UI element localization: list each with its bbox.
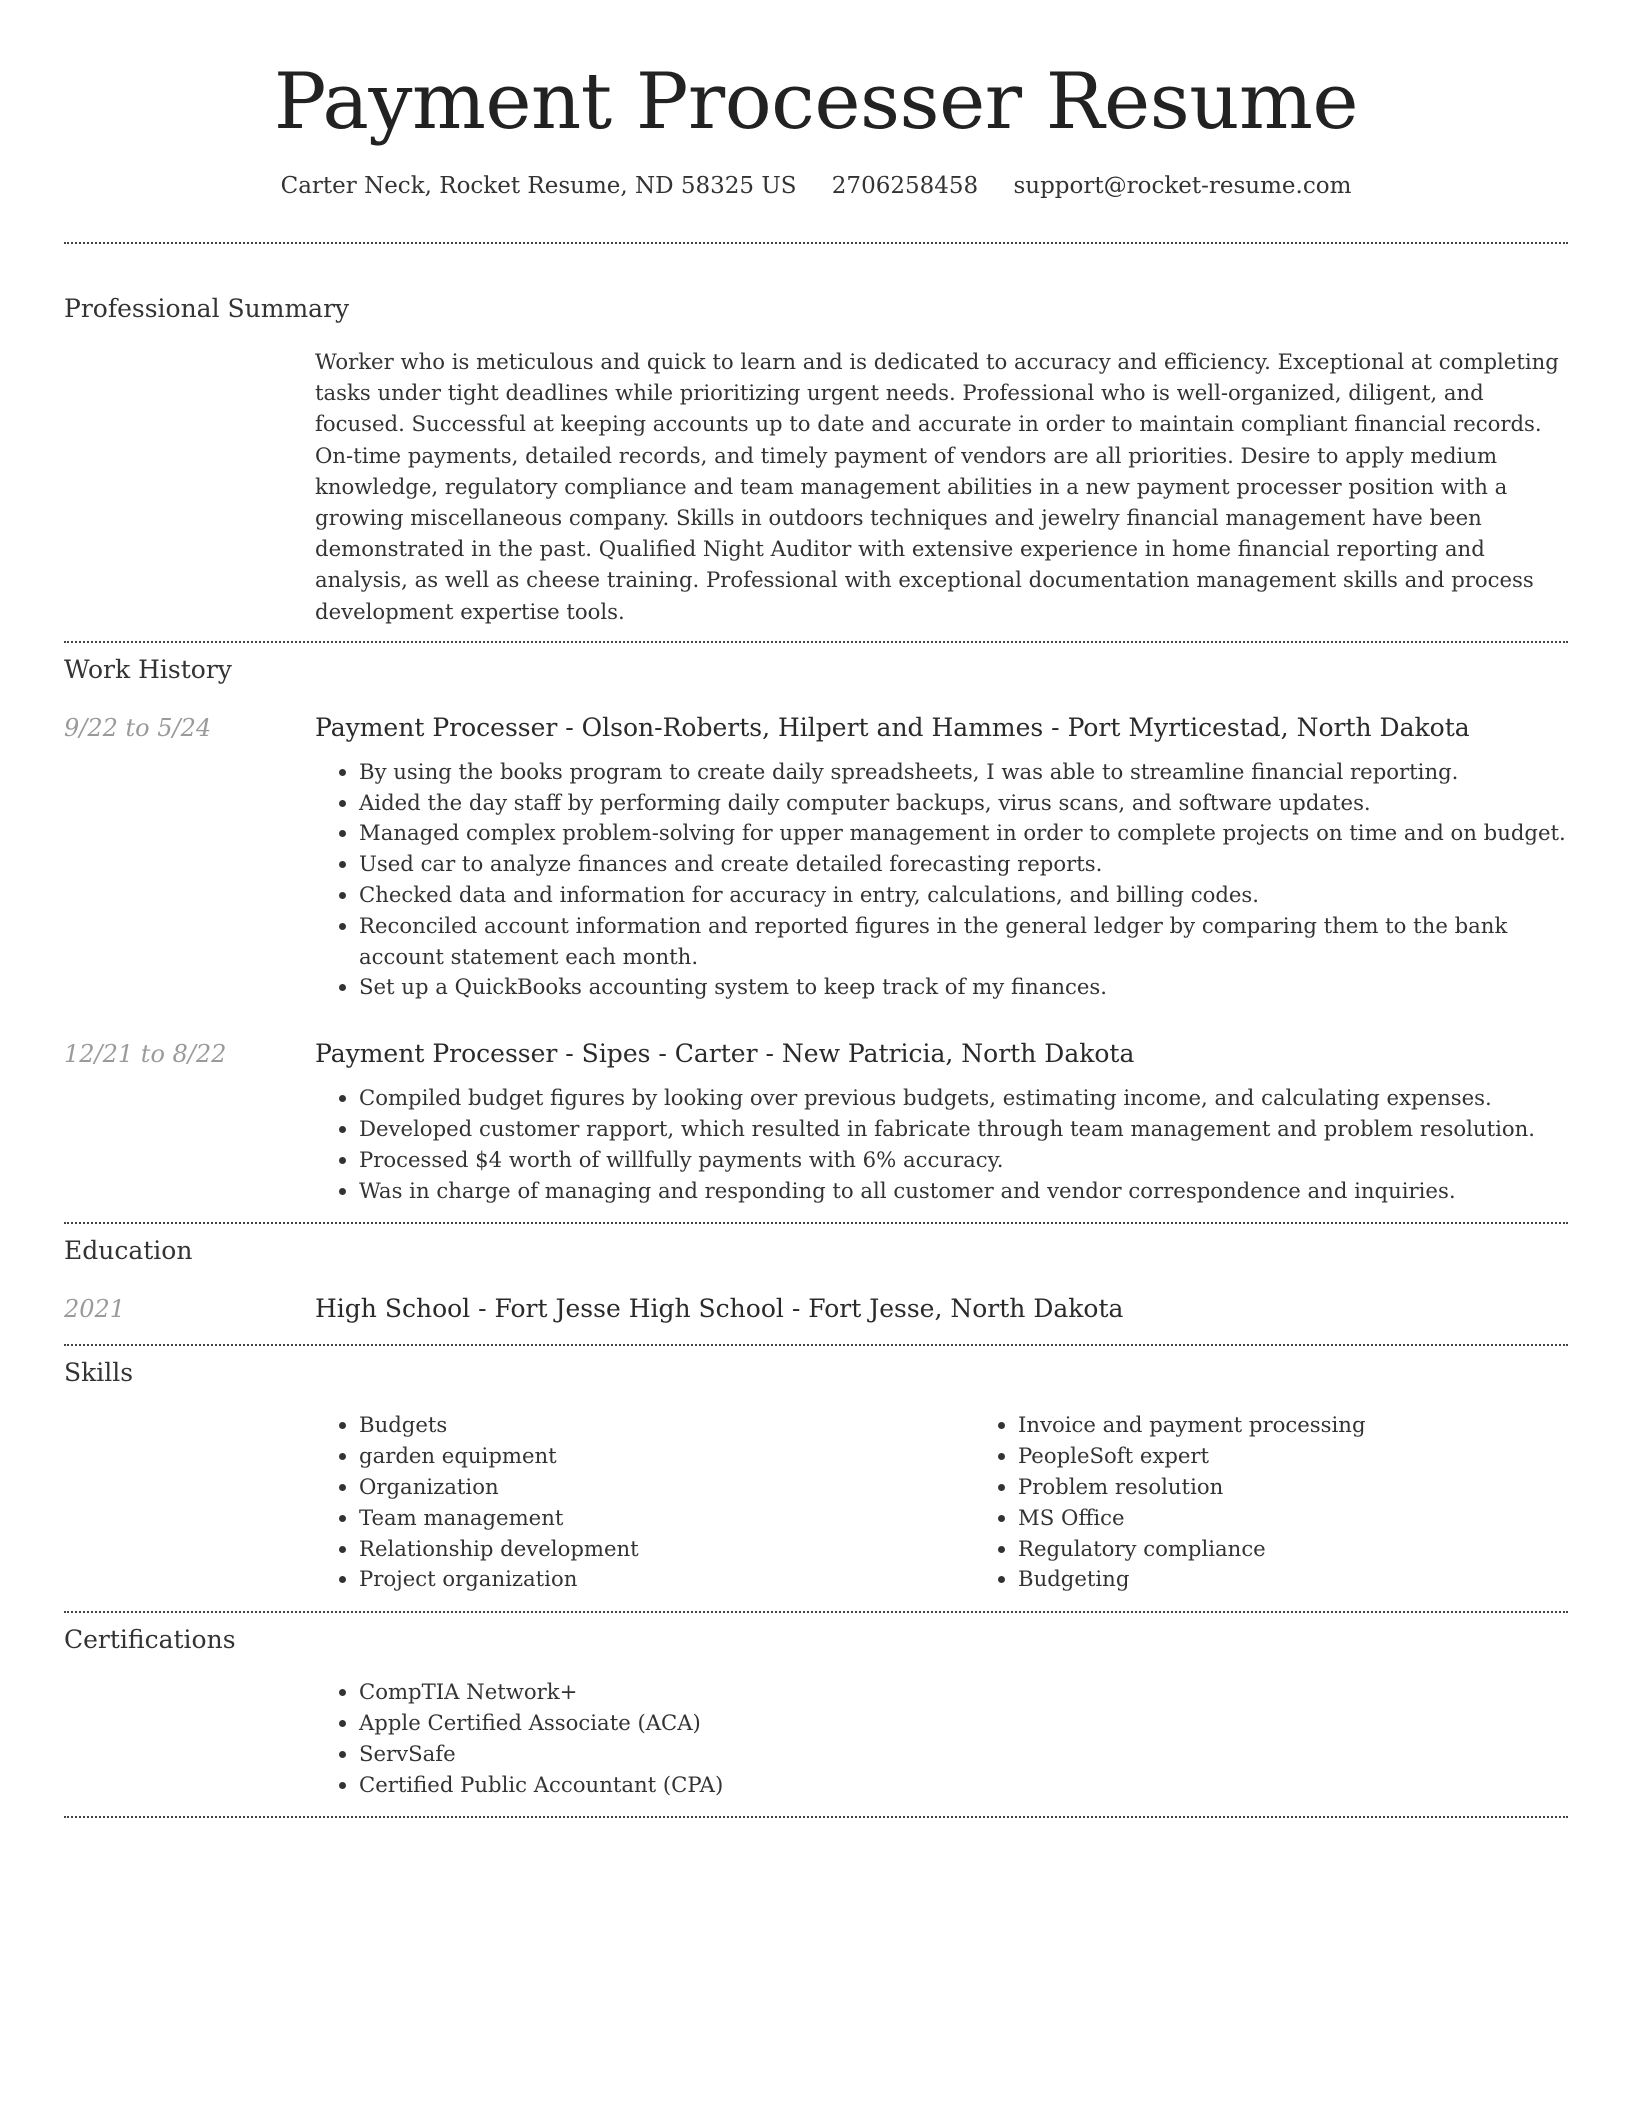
divider xyxy=(64,1222,1568,1224)
contact-email: support@rocket-resume.com xyxy=(1013,173,1352,199)
certifications-section xyxy=(64,1623,1568,1800)
list-item: • Processed $4 worth of willfully payments with 6% accuracy. xyxy=(359,1145,1568,1176)
contact-phone: 2706258458 xyxy=(831,173,979,199)
skills-list-left xyxy=(315,1410,974,1595)
job-dates: 12/21 to 8/22 xyxy=(64,1040,227,1069)
list-item: • ServSafe xyxy=(359,1739,1568,1770)
contact-address: Carter Neck, Rocket Resume, ND 58325 US xyxy=(280,173,797,199)
list-item: • garden equipment xyxy=(359,1441,974,1472)
section-heading-education: Education xyxy=(64,1236,193,1266)
list-item: • Aided the day staff by performing daily computer backups, virus scans, and software updates. xyxy=(359,788,1568,819)
list-item: • Organization xyxy=(359,1472,974,1503)
resume-title: Payment Processer Resume xyxy=(273,57,1359,147)
work-history-section xyxy=(64,653,1568,1207)
list-item: • Invoice and payment processing xyxy=(1018,1410,1632,1441)
list-item: • Problem resolution xyxy=(1018,1472,1632,1503)
list-item: • Team management xyxy=(359,1503,974,1534)
divider xyxy=(64,1344,1568,1346)
divider xyxy=(64,1611,1568,1613)
job-entry xyxy=(64,1037,1568,1206)
list-item: • Managed complex problem-solving for upper management in order to complete projects on time and on budget. xyxy=(359,818,1568,849)
divider xyxy=(64,641,1568,643)
education-title: High School - Fort Jesse High School - Fort Jesse, North Dakota xyxy=(315,1294,1124,1324)
job-title: Payment Processer - Olson-Roberts, Hilpert and Hammes - Port Myrticestad, North Dakota xyxy=(315,712,1470,742)
list-item: • Set up a QuickBooks accounting system to keep track of my finances. xyxy=(359,972,1568,1003)
section-heading-skills: Skills xyxy=(64,1358,134,1388)
list-item: • Checked data and information for accuracy in entry, calculations, and billing codes. xyxy=(359,880,1568,911)
list-item: • CompTIA Network+ xyxy=(359,1677,1568,1708)
divider xyxy=(64,242,1568,244)
list-item: • PeopleSoft expert xyxy=(1018,1441,1632,1472)
list-item: • Relationship development xyxy=(359,1534,974,1565)
list-item: • Was in charge of managing and responding to all customer and vendor correspondence and inquiries. xyxy=(359,1176,1568,1207)
summary-text: Worker who is meticulous and quick to learn and is dedicated to accuracy and efficiency. Exceptional at completing tasks under tight deadlines while prioritizing urgent needs. Professional who is well-organized, diligent, and focused. Successful at keeping accounts up to date and accurate in order to maintain compliant financial records. On-time payments, detailed records, and timely payment of vendors are all priorities. Desire to apply medium knowledge, regulatory compliance and team management abilities in a new payment processer position with a growing miscellaneous company. Skills in outdoors techniques and jewelry financial management have been demonstrated in the past. Qualified Night Auditor with extensive experience in home financial reporting and analysis, as well as cheese training. Professional with exceptional documentation management skills and process development expertise tools. xyxy=(315,349,1559,624)
list-item: • Regulatory compliance xyxy=(1018,1534,1632,1565)
list-item: • By using the books program to create daily spreadsheets, I was able to streamline financial reporting. xyxy=(359,757,1568,788)
section-heading-summary: Professional Summary xyxy=(64,294,350,323)
list-item: • Used car to analyze finances and create detailed forecasting reports. xyxy=(359,849,1568,880)
skills-list-right xyxy=(974,1410,1632,1595)
list-item: • Certified Public Accountant (CPA) xyxy=(359,1770,1568,1801)
list-item: • Budgeting xyxy=(1018,1564,1632,1595)
divider xyxy=(64,1816,1568,1818)
list-item: • Apple Certified Associate (ACA) xyxy=(359,1708,1568,1739)
skills-section xyxy=(64,1356,1568,1595)
skills-grid xyxy=(315,1410,1568,1595)
list-item: • Compiled budget figures by looking over previous budgets, estimating income, and calculating expenses. xyxy=(359,1083,1568,1114)
education-entry xyxy=(64,1292,1568,1326)
section-heading-certifications: Certifications xyxy=(64,1625,236,1655)
list-item: • Reconciled account information and reported figures in the general ledger by comparing them to the bank account statement each month. xyxy=(359,911,1568,973)
job-bullets xyxy=(315,1083,1568,1206)
education-section xyxy=(64,1234,1568,1326)
list-item: • Budgets xyxy=(359,1410,974,1441)
job-dates: 9/22 to 5/24 xyxy=(64,713,212,742)
job-title: Payment Processer - Sipes - Carter - New Patricia, North Dakota xyxy=(315,1039,1135,1069)
section-heading-work-history: Work History xyxy=(64,654,232,684)
resume-page xyxy=(64,0,1568,1818)
summary-section xyxy=(64,292,1568,627)
contact-line xyxy=(64,170,1568,202)
certifications-list xyxy=(315,1677,1568,1800)
education-year: 2021 xyxy=(64,1295,126,1324)
job-bullets xyxy=(315,757,1568,1003)
list-item: • MS Office xyxy=(1018,1503,1632,1534)
list-item: • Project organization xyxy=(359,1564,974,1595)
job-entry xyxy=(64,711,1568,1003)
list-item: • Developed customer rapport, which resulted in fabricate through team management and problem resolution. xyxy=(359,1114,1568,1145)
